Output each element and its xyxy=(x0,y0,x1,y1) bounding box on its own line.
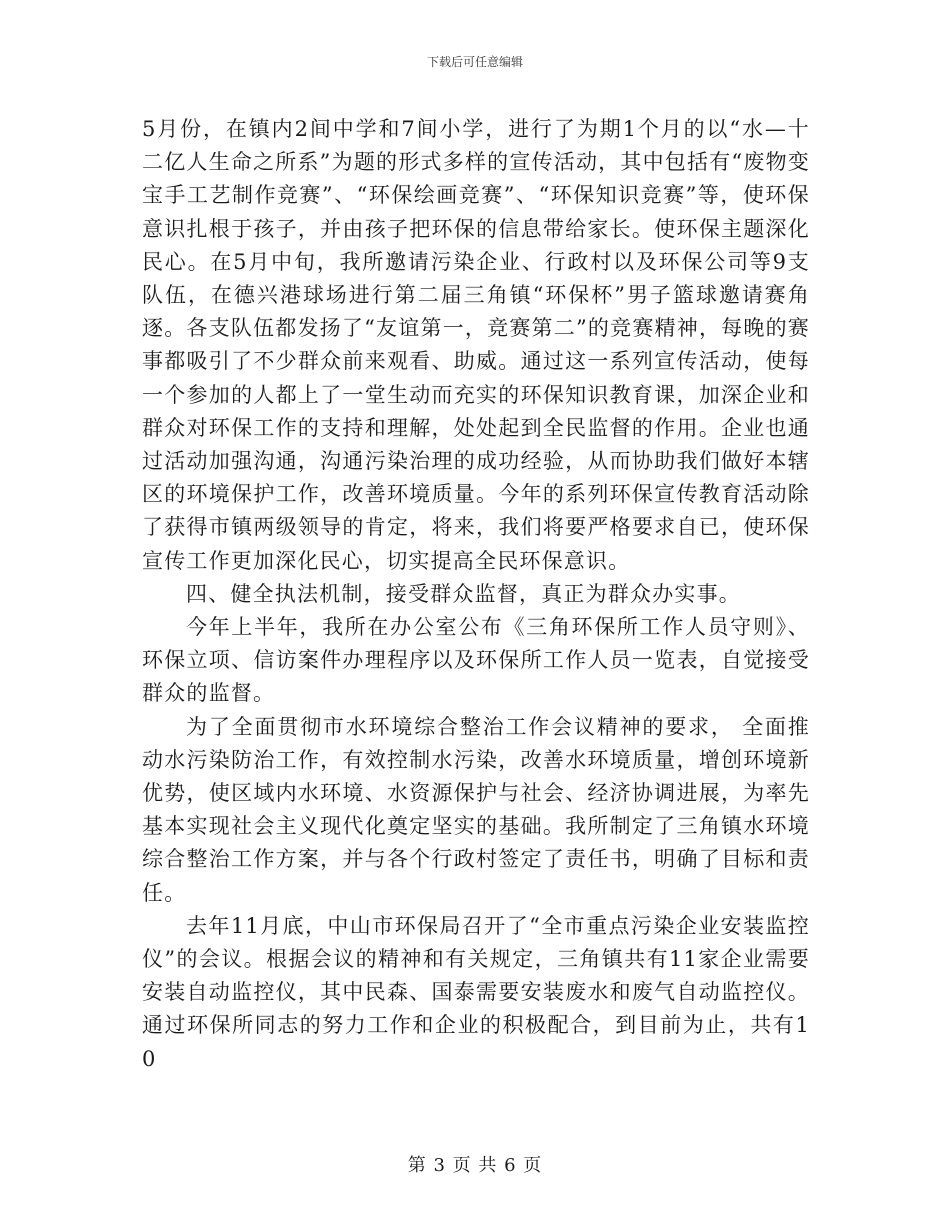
paragraph-monitoring-devices: 去年11月底，中山市环保局召开了“全市重点污染企业安装监控仪”的会议。根据会议的精神和有关规定，三角镇共有11家企业需要安装自动监控仪，其中民森、国泰需要安装废水和废气自动监控仪。通过环保所同志的努力工作和企业的积极配合，到目前为止，共有10 xyxy=(142,913,810,1071)
page-number: 第 3 页 共 6 页 xyxy=(407,1155,543,1176)
paragraph-water-remediation: 为了全面贯彻市水环境综合整治工作会议精神的要求， 全面推动水污染防治工作，有效控制水污染，改善水环境质量，增创环境新优势，使区域内水环境、水资源保护与社会、经济协调进展，为率先基本实现社会主义现代化奠定坚实的基础。我所制定了三角镇水环境综合整治工作方案，并与各个行政村签定了责任书，明确了目标和责任。 xyxy=(142,714,810,905)
paragraph-public-supervision: 今年上半年，我所在办公室公布《三角环保所工作人员守则》、环保立项、信访案件办理程序以及环保所工作人员一览表，自觉接受群众的监督。 xyxy=(142,615,810,706)
paragraph-publicity-activities: 5月份，在镇内2间中学和7间小学，进行了为期1个月的以“水—十二亿人生命之所系”为题的形式多样的宣传活动，其中包括有“废物变宝手工艺制作竞赛”、“环保绘画竞赛”、“环保知识竞赛”等，使环保意识扎根于孩子，并由孩子把环保的信息带给家长。使环保主题深化民心。在5月中旬，我所邀请污染企业、行政村以及环保公司等9支队伍，在德兴港球场进行第二届三角镇“环保杯”男子篮球邀请赛角逐。各支队伍都发扬了“友谊第一，竞赛第二”的竞赛精神，每晚的赛事都吸引了不少群众前来观看、助威。通过这一系列宣传活动，使每一个参加的人都上了一堂生动而充实的环保知识教育课，加深企业和群众对环保工作的支持和理解，处处起到全民监督的作用。企业也通过活动加强沟通，沟通污染治理的成功经验，从而协助我们做好本辖区的环境保护工作，改善环境质量。今年的系列环保宣传教育活动除了获得市镇两级领导的肯定，将来，我们将要严格要求自已，使环保宣传工作更加深化民心，切实提高全民环保意识。 xyxy=(142,117,810,573)
section-heading-enforcement: 四、健全执法机制，接受群众监督，真正为群众办实事。 xyxy=(186,581,741,606)
page-header-note: 下载后可任意编辑 xyxy=(426,55,523,69)
document-body xyxy=(142,113,810,1076)
